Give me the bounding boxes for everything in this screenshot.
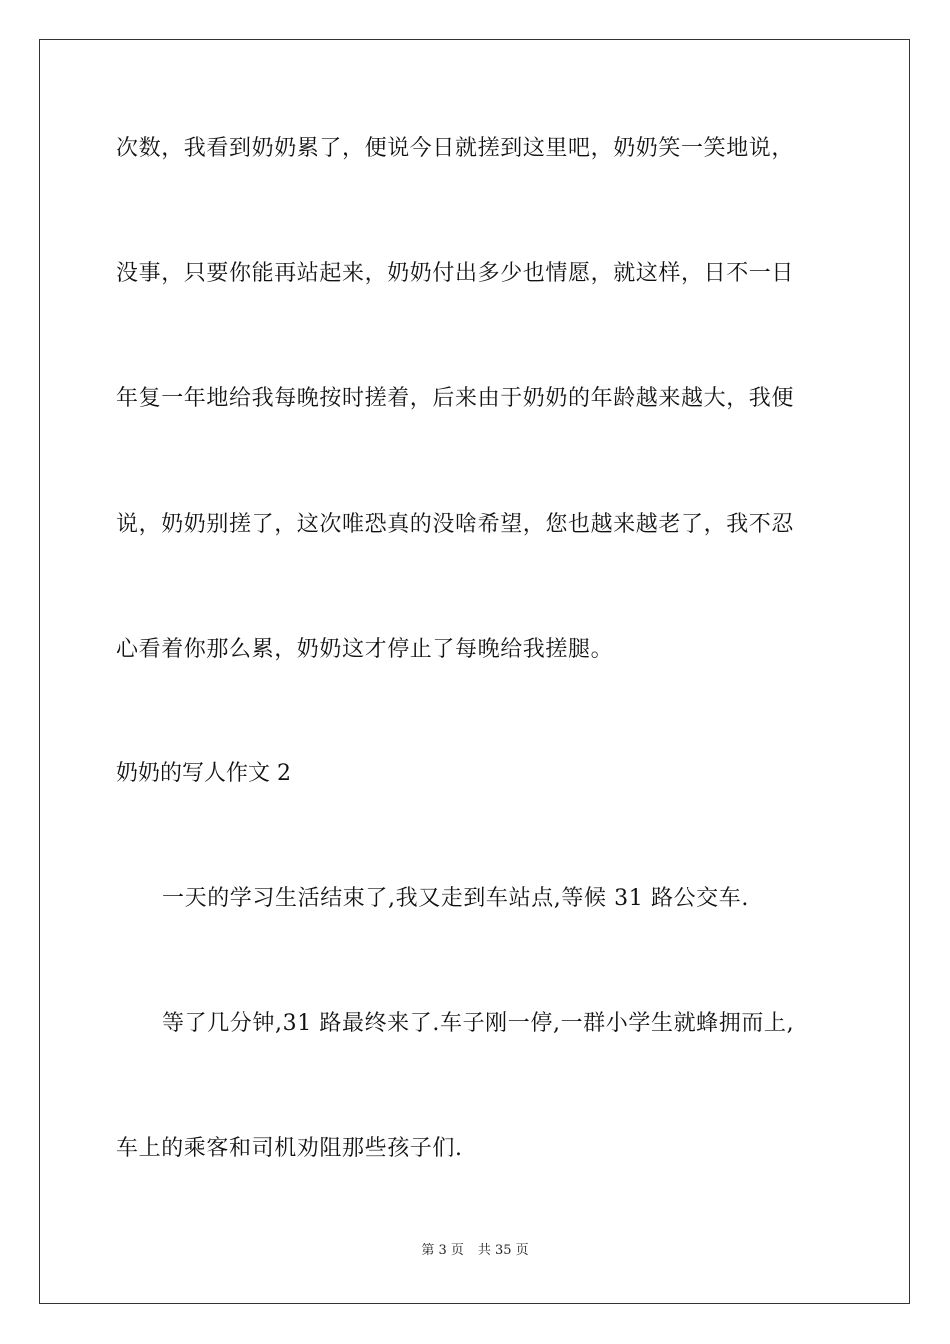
page-number: 第 3 页 [421, 1243, 464, 1258]
paragraph-line-1: 一天的学习生活结束了,我又走到车站点,等候 31 路公交车. [162, 886, 749, 911]
paragraph-line-3: 车上的乘客和司机劝阻那些孩子们. [116, 1136, 463, 1161]
section-heading: 奶奶的写人作文 2 [116, 761, 291, 786]
page-frame [39, 39, 910, 1304]
body-line-2: 没事，只要你能再站起来，奶奶付出多少也情愿，就这样，日不一日 [116, 261, 795, 286]
body-line-4: 说，奶奶别搓了，这次唯恐真的没啥希望，您也越来越老了，我不忍 [116, 512, 795, 537]
body-line-3: 年复一年地给我每晚按时搓着，后来由于奶奶的年龄越来越大，我便 [116, 386, 795, 411]
paragraph-line-2: 等了几分钟,31 路最终来了.车子刚一停,一群小学生就蜂拥而上, [162, 1011, 795, 1036]
page-footer [0, 1242, 950, 1260]
body-line-5: 心看着你那么累，奶奶这才停止了每晚给我搓腿。 [116, 637, 614, 662]
page-total: 共 35 页 [477, 1243, 529, 1258]
body-line-1: 次数，我看到奶奶累了，便说今日就搓到这里吧，奶奶笑一笑地说， [116, 136, 795, 161]
